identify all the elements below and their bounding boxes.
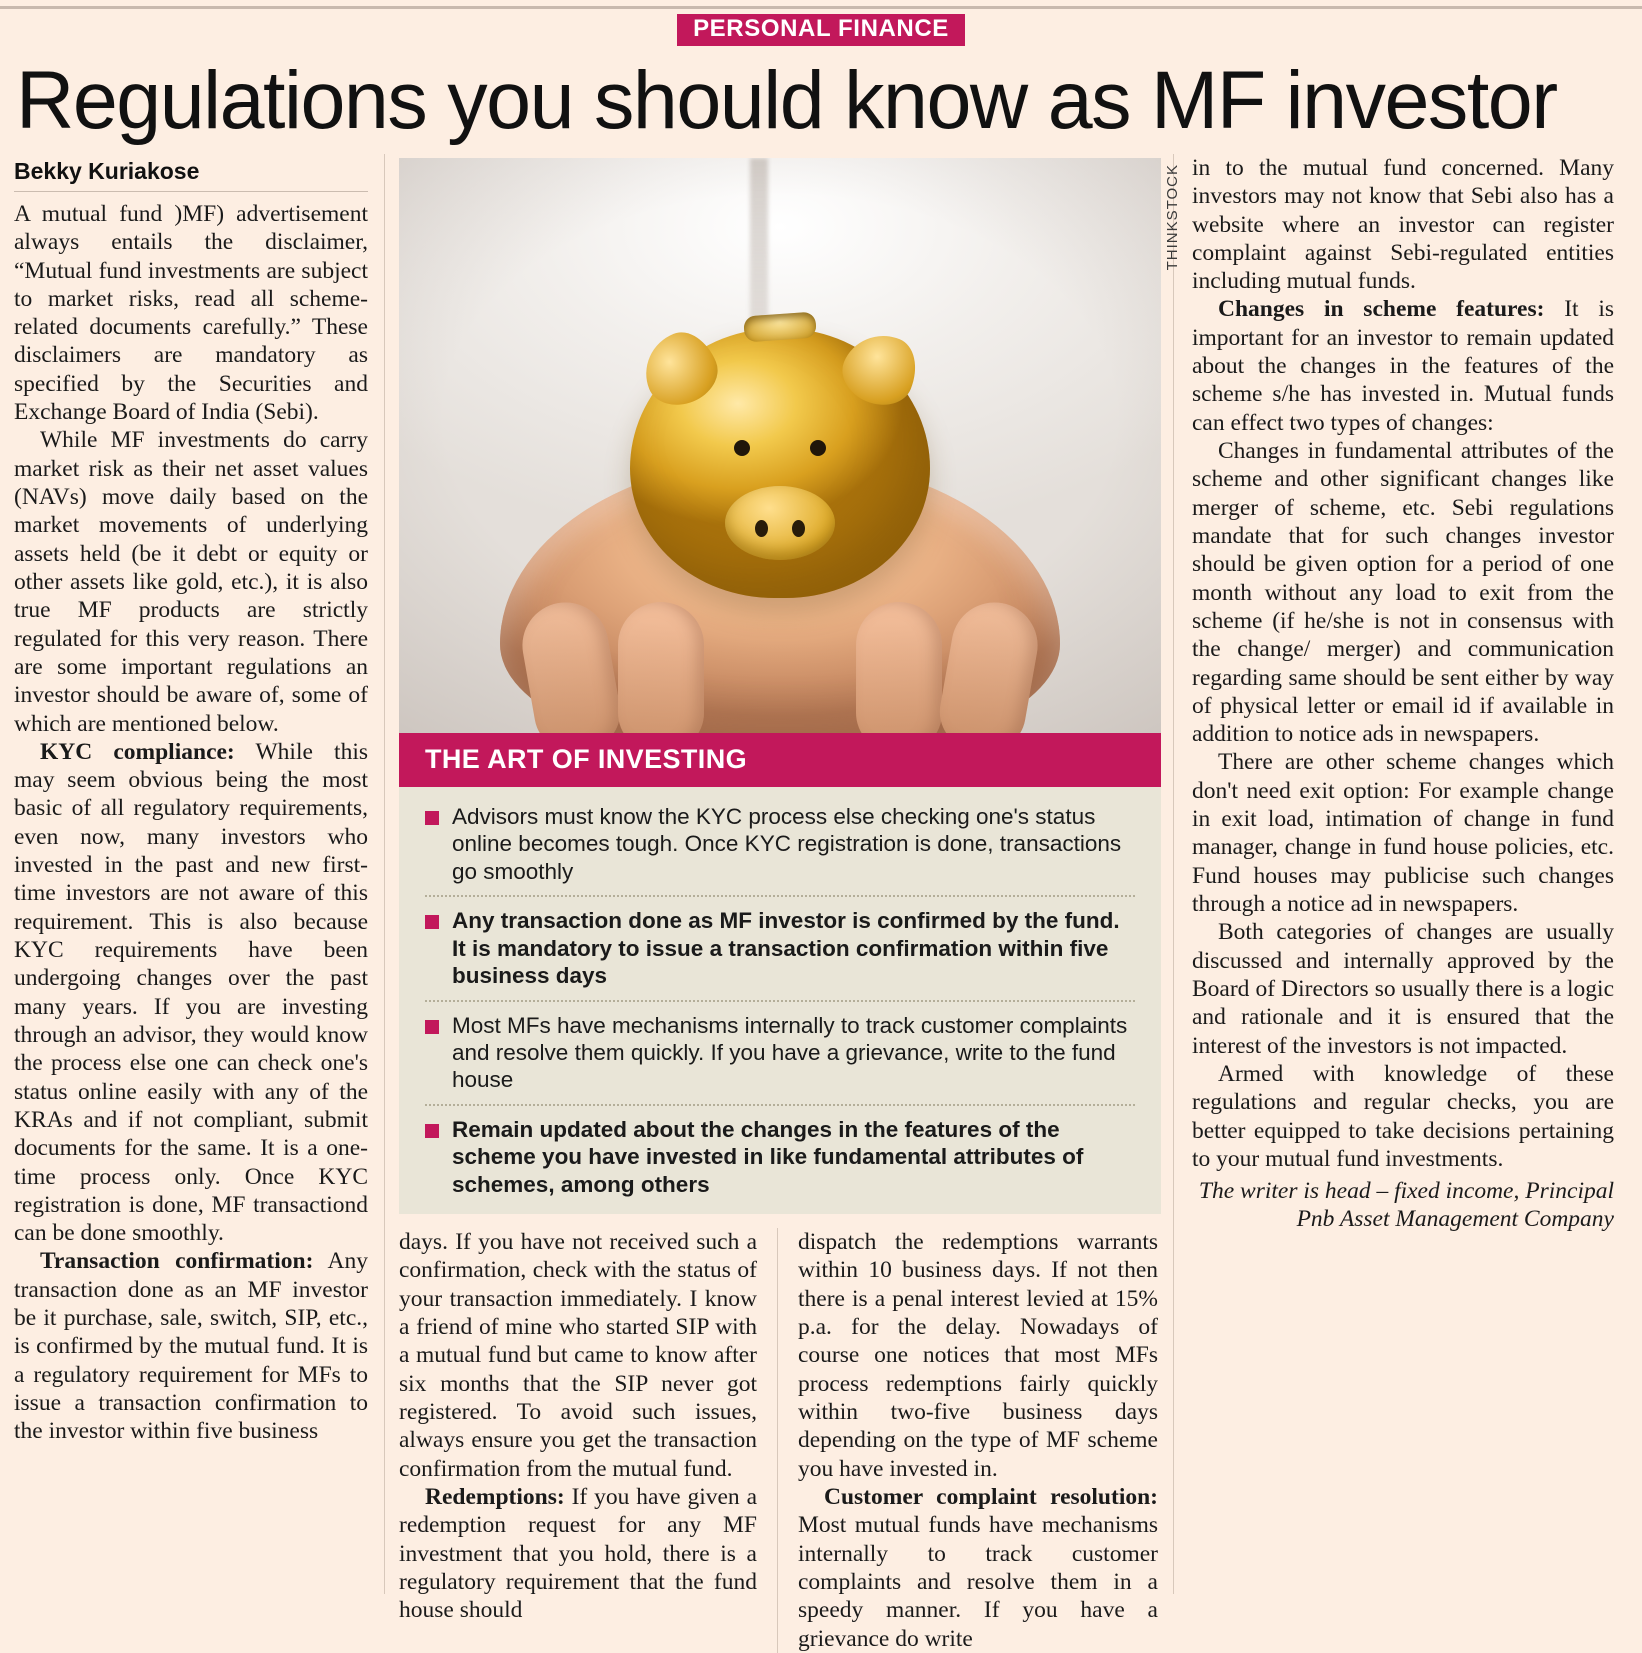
kyc-lead-in: KYC compliance:: [40, 738, 235, 765]
bullet-text: Any transaction done as MF investor is confirmed by the fund. It is mandatory to issue a transaction confirmation within five business days: [452, 908, 1120, 989]
bullet-text: Remain updated about the changes in the features of the scheme you have invested in like fundamental attributes of schemes, among others: [452, 1116, 1084, 1197]
column-middle-a: [399, 1228, 757, 1653]
list-item: [425, 1012, 1135, 1106]
complaint-body: Most mutual funds have mechanisms internally to track customer complaints and resolve them in a speedy manner. If you have a grievance do write: [798, 1512, 1158, 1652]
bullet-text: Advisors must know the KYC process else checking one's status online becomes tough. Once KYC registration is done, transactions go smoothly: [452, 803, 1122, 884]
column-middle: [384, 154, 1181, 1652]
section-kicker-wrap: [14, 0, 1628, 54]
article-photo: [399, 158, 1161, 733]
paragraph: Changes in fundamental attributes of the scheme and other significant changes like merger of scheme, etc. Sebi regulations mandate that for such changes investor should be given option for a period of one month without any load to exit from the scheme (if he/she is not in consensus with the change/ merger) and communication regarding same should be sent either by way of physical letter or email id if available in addition to notice ads in newspapers.: [1192, 438, 1614, 748]
byline-divider: [14, 191, 368, 192]
paragraph: in to the mutual fund concerned. Many investors may not know that Sebi also has a website where an investor can register complaint against Sebi-regulated entities including mutual funds.: [1192, 154, 1614, 295]
paragraph-kyc: [14, 738, 368, 1248]
photo-vignette: [399, 158, 1161, 733]
paragraph: Armed with knowledge of these regulations and regular checks, you are better equipped to take decisions pertaining to your mutual fund investments.: [1192, 1060, 1614, 1172]
redemptions-body: If you have given a redemption request for any MF investment that you hold, there is a regulatory requirement that the fund house should: [399, 1483, 757, 1624]
paragraph: A mutual fund )MF) advertisement always entails the disclaimer, “Mutual fund investments are subject to market risks, read all scheme-related documents carefully.” These disclaimers are mandatory as specified by the Securities and Exchange Board of India (Sebi).: [14, 200, 368, 426]
redemptions-lead-in: Redemptions:: [425, 1483, 565, 1510]
kyc-body: While this may seem obvious being the most basic of all regulatory requirements, even now, many investors who invested in the past and new first-time investors are not aware of this requirement. This is also because KYC requirements have been undergoing changes over the past many years. If you are investing through an advisor, they would know the process else one can check one's status online easily with any of the KRAs and if not compliant, submit documents for the same. It is a one-time process only. Once KYC registration is done, MF transactiond can be done smoothly.: [14, 738, 368, 1247]
byline: Bekky Kuriakose: [14, 157, 200, 184]
list-item: [425, 907, 1135, 1001]
paragraph-scheme-changes: [1192, 295, 1614, 437]
paragraph: Both categories of changes are usually discussed and internally approved by the Board of Directors so usually there is a logic and rationale and it is ensured that the interest of the investors is not impacted.: [1192, 919, 1614, 1059]
square-bullet-icon: [425, 1020, 439, 1034]
page-title: Regulations you should know as MF investor: [15, 55, 1557, 146]
photo-block: [399, 158, 1181, 733]
transaction-body: Any transaction done as an MF investor be it purchase, sale, switch, SIP, etc., is confirmed by the mutual fund. It is a regulatory requirement for MFs to issue a transaction confirmation to the investor within five business: [14, 1248, 368, 1445]
list-item: [425, 1116, 1135, 1200]
list-item: [425, 803, 1135, 897]
paragraph-complaint: [798, 1483, 1158, 1653]
square-bullet-icon: [425, 1124, 439, 1138]
square-bullet-icon: [425, 811, 439, 825]
article-body: [14, 154, 1628, 1652]
bullet-text: Most MFs have mechanisms internally to track customer complaints and resolve them quickly. If you have a grievance, write to the fund house: [452, 1012, 1128, 1093]
paragraph: While MF investments do carry market risk as their net asset values (NAVs) move daily based on the market movements of underlying assets held (be it debt or equity or other assets like gold, etc.), it is also true MF products are strictly regulated for this very reason. There are some important regulations an investor should be aware of, some of which are mentioned below.: [14, 427, 368, 737]
column-right: [1174, 154, 1614, 1594]
scheme-changes-lead-in: Changes in scheme features:: [1218, 296, 1545, 323]
infobox-body: [399, 787, 1161, 1214]
paragraph: days. If you have not received such a confirmation, check with the status of your transaction immediately. I know a friend of mine who started SIP with a mutual fund but came to know after six months that the SIP never got registered. To avoid such issues, always ensure you get the transaction confirmation from the mutual fund.: [399, 1229, 757, 1482]
lower-columns: [399, 1228, 1159, 1653]
photo-credit: THINKSTOCK: [1164, 163, 1181, 271]
paragraph: There are other scheme changes which don't need exit option: For example change in exit load, intimation of change in fund manager, change in fund house policies, etc. Fund houses may publicise such changes through a notice ad in newspapers.: [1192, 749, 1614, 918]
infobox-title: THE ART OF INVESTING: [399, 733, 1161, 787]
transaction-lead-in: Transaction confirmation:: [40, 1248, 314, 1275]
writer-signoff: The writer is head – fixed income, Principal Pnb Asset Management Company: [1198, 1178, 1614, 1233]
column-left: [14, 154, 384, 1594]
paragraph-redemptions: [399, 1483, 757, 1625]
square-bullet-icon: [425, 915, 439, 929]
complaint-lead-in: Customer complaint resolution:: [824, 1483, 1158, 1510]
column-middle-b: [777, 1228, 1158, 1653]
paragraph: dispatch the redemptions warrants within 10 business days. If not then there is a penal interest levied at 15% p.a. for the delay. Nowadays of course one notices that most MFs process redemptions fairly quickly within two-five business days depending on the type of MF scheme you have invested in.: [798, 1229, 1158, 1482]
paragraph-transaction: [14, 1247, 368, 1445]
scheme-changes-body: It is important for an investor to remain updated about the changes in the features of the scheme s/he has invested in. Mutual funds can effect two types of changes:: [1192, 296, 1614, 436]
section-kicker: PERSONAL FINANCE: [677, 14, 965, 46]
